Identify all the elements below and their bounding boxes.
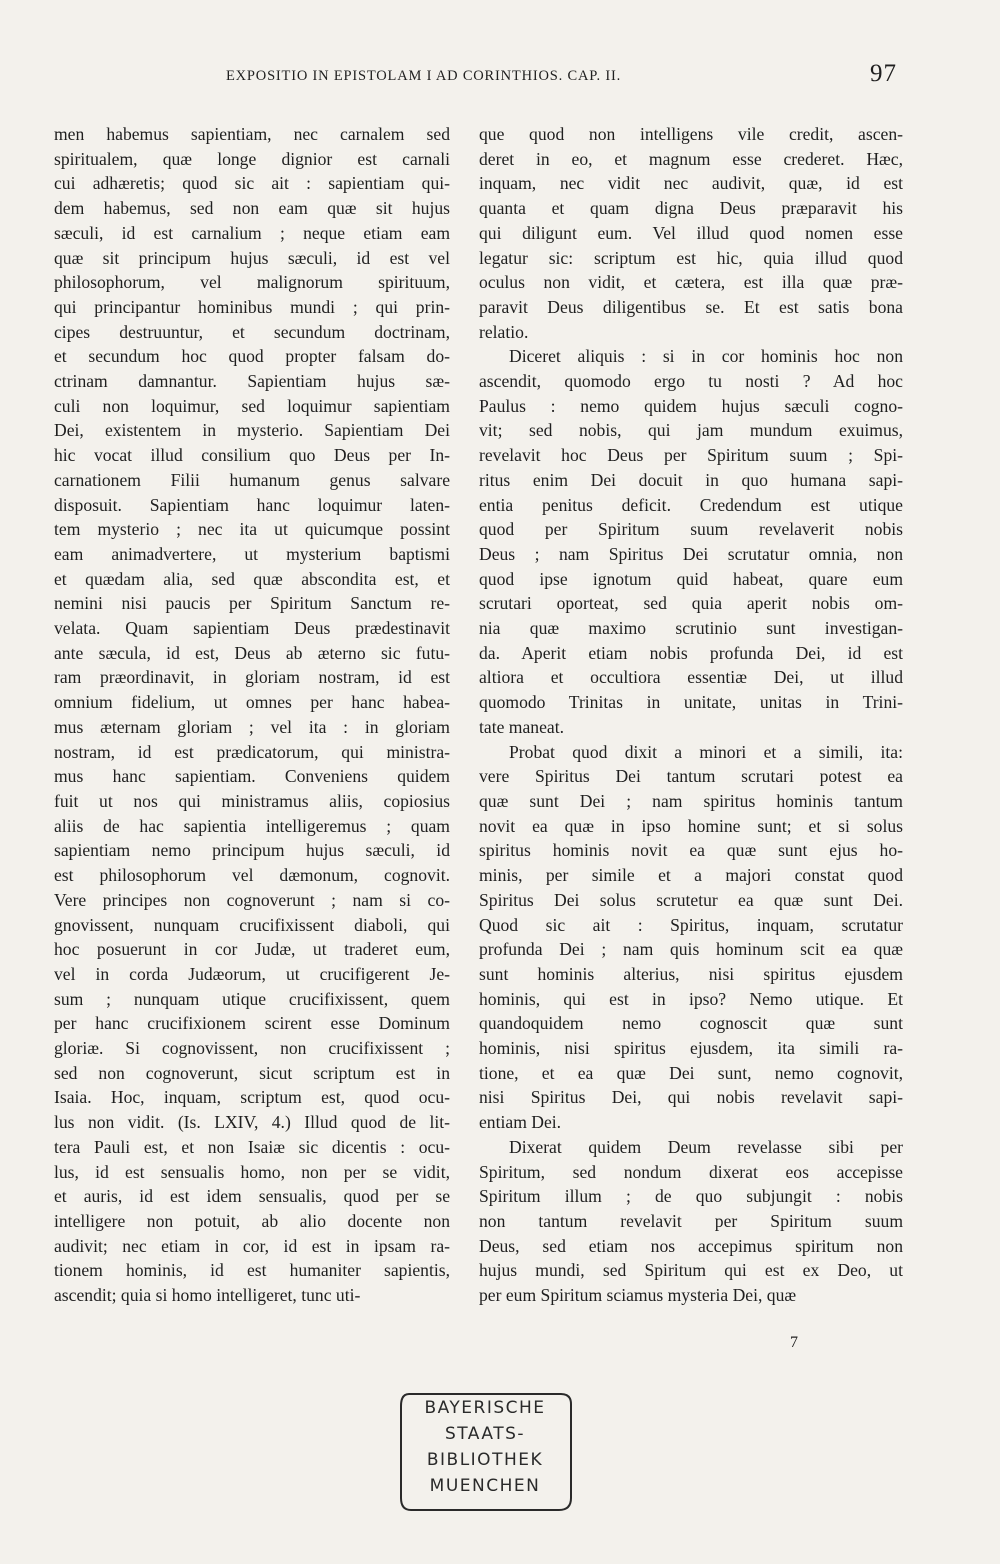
- text-line: gnovissent, nunquam crucifixissent diaboli, qui: [54, 914, 450, 935]
- text-line: fuit ut nos qui ministramus aliis, copiosius: [54, 790, 450, 811]
- text-line: vere Spiritus Dei tantum scrutari potest ea: [479, 766, 903, 787]
- text-line: novit ea quæ in ipso homine sunt; et si solus: [479, 815, 903, 836]
- text-line: minis, per simile et a majori constat quod: [479, 865, 903, 886]
- text-line: est philosophorum vel dæmonum, cognovit.: [54, 865, 450, 886]
- text-line: tera Pauli est, et non Isaiæ sic dicentis : ocu-: [54, 1136, 450, 1157]
- text-line: et secundum hoc quod propter falsam do-: [54, 346, 450, 367]
- text-line: qui principantur hominibus mundi ; qui prin-: [54, 296, 450, 317]
- text-line: per eum Spiritum sciamus mysteria Dei, quæ: [479, 1285, 797, 1306]
- text-line: hoc posuerunt in cor Judæ, ut traderet eum,: [54, 939, 450, 960]
- text-line: scrutari oporteat, sed quia aperit nobis om-: [479, 593, 903, 614]
- text-line: qui diligunt eum. Vel illud quod nomen esse: [479, 222, 903, 243]
- text-line: inquam, nec vidit nec audivit, quæ, id est: [479, 173, 903, 194]
- text-line: que quod non intelligens vile credit, ascen-: [479, 124, 903, 144]
- left-text-column: [54, 122, 450, 1308]
- text-line: ram præordinavit, in gloriam nostram, id est: [54, 667, 450, 688]
- text-line: entia penitus deficit. Credendum est utique: [479, 494, 903, 515]
- stamp-line: BAYERISCHE: [424, 1398, 546, 1418]
- text-line: ascendit; quia si homo intelligeret, tunc uti-: [54, 1285, 361, 1306]
- text-line: hominis, qui est in ipso? Nemo utique. Et: [479, 988, 903, 1009]
- text-line: mus hanc sapientiam. Conveniens quidem: [54, 766, 450, 787]
- text-line: tione, et ea quæ Dei sunt, nemo cognovit,: [479, 1062, 903, 1083]
- text-line: disposuit. Sapientiam hanc loquimur laten-: [54, 494, 450, 515]
- text-line: nostram, id est prædicatorum, qui ministra-: [54, 741, 450, 762]
- text-line: Quod sic ait : Spiritus, inquam, scrutatur: [479, 914, 903, 935]
- text-line: oculus non vidit, et cætera, est illa quæ præ-: [479, 272, 903, 293]
- text-line: Probat quod dixit a minori et a simili, ita:: [509, 741, 903, 762]
- text-line: Vere principes non cognoverunt ; nam si co-: [54, 889, 450, 910]
- text-line: non tantum revelavit per Spiritum suum: [479, 1210, 903, 1231]
- text-line: eam animadvertere, ut mysterium baptismi: [54, 543, 450, 564]
- text-line: carnationem Filii humanum genus salvare: [54, 469, 450, 490]
- stamp-line: BIBLIOTHEK: [426, 1450, 544, 1470]
- text-line: sapientiam nemo principum hujus sæculi, id: [54, 840, 450, 861]
- text-line: tem mysterio ; nec ita ut quicumque possint: [54, 519, 450, 540]
- text-line: nia quæ maximo scrutinio sunt investigan-: [479, 618, 903, 639]
- stamp-line: MUENCHEN: [429, 1476, 541, 1496]
- text-line: gloriæ. Si cognovissent, non crucifixissent ;: [54, 1038, 450, 1059]
- right-text-column: [479, 122, 903, 1308]
- text-line: Paulus : nemo quidem hujus sæculi cogno-: [479, 395, 903, 416]
- text-line: Spiritum illum ; de quo subjungit : nobis: [479, 1186, 903, 1207]
- text-line: intelligere non potuit, ab alio docente non: [54, 1210, 450, 1231]
- text-line: hominis, nisi spiritus ejusdem, ita simili ra-: [479, 1038, 903, 1059]
- text-line: sæculi, id est carnalium ; neque etiam eam: [54, 222, 450, 243]
- text-line: Isaia. Hoc, inquam, scriptum est, quod ocu-: [54, 1087, 450, 1108]
- text-line: altiora et occultiora essentiæ Dei, ut illud: [479, 667, 903, 688]
- text-line: mus æternam gloriam ; vel ita : in gloriam: [54, 716, 450, 737]
- text-line: da. Aperit etiam nobis profunda Dei, id est: [479, 642, 903, 663]
- page-number: 97: [870, 60, 897, 87]
- text-line: dem habemus, sed non eam quæ sit hujus: [54, 198, 450, 219]
- stamp-line: STAATS-: [444, 1424, 526, 1444]
- text-line: spiritus hominis novit ea quæ sunt ejus ho-: [479, 840, 903, 861]
- text-line: et quædam alia, sed quæ abscondita est, et: [54, 568, 450, 589]
- text-line: tionem hominis, id est humaniter sapientis,: [54, 1260, 450, 1281]
- text-line: deret in eo, et magnum esse crederet. Hæc,: [479, 148, 903, 169]
- running-title: EXPOSITIO IN EPISTOLAM I AD CORINTHIOS. CAP. II.: [226, 68, 622, 84]
- text-line: paravit Deus diligentibus se. Et est satis bona: [479, 296, 903, 317]
- text-line: sunt hominis alterius, nisi spiritus ejusdem: [479, 963, 903, 984]
- text-line: hic vocat illud consilium quo Deus per In-: [54, 445, 450, 466]
- text-line: quanta et quam digna Deus præparavit his: [479, 198, 903, 219]
- library-stamp: [395, 1388, 575, 1516]
- text-line: Dei, existentem in mysterio. Sapientiam Dei: [54, 420, 450, 441]
- text-line: quæ sit principum hujus sæculi, id est vel: [54, 247, 450, 268]
- text-line: Dixerat quidem Deum revelasse sibi per: [509, 1136, 903, 1157]
- text-line: lus, id est sensualis homo, non per se vidit,: [54, 1161, 450, 1182]
- text-line: cui adhæretis; quod sic ait : sapientiam qui-: [54, 173, 450, 194]
- text-line: nisi Spiritus Dei, qui nobis revelavit sapi-: [479, 1087, 903, 1108]
- text-line: Diceret aliquis : si in cor hominis hoc non: [509, 346, 903, 367]
- text-line: relatio.: [479, 321, 529, 342]
- text-line: tate maneat.: [479, 716, 564, 737]
- text-line: quæ sunt Dei ; nam spiritus hominis tantum: [479, 790, 903, 811]
- text-line: lus non vidit. (Is. LXIV, 4.) Illud quod de lit-: [54, 1112, 450, 1133]
- text-line: profunda Dei ; nam quis hominum scit ea quæ: [479, 939, 903, 960]
- text-line: philosophorum, vel malignorum spirituum,: [54, 272, 450, 293]
- text-line: sum ; nunquam utique crucifixissent, quem: [54, 988, 450, 1009]
- text-line: nemini nisi paucis per Spiritum Sanctum re-: [54, 593, 450, 614]
- text-line: ante sæcula, id est, Deus ab æterno sic futu-: [54, 642, 450, 663]
- text-line: revelavit hoc Deus per Spiritum suum ; Spi-: [479, 445, 903, 466]
- text-line: et auris, id est idem sensualis, quod per se: [54, 1186, 450, 1207]
- text-line: quomodo Trinitas in unitate, unitas in Trini-: [479, 692, 903, 713]
- text-line: omnium fidelium, ut omnes per hanc habea-: [54, 692, 450, 713]
- text-line: vit; sed nobis, qui jam mundum exuimus,: [479, 420, 903, 441]
- text-line: Spiritum, sed nondum dixerat eos accepisse: [479, 1161, 903, 1182]
- text-line: hujus mundi, sed Spiritum qui est ex Deo, ut: [479, 1260, 903, 1281]
- text-line: Deus ; nam Spiritus Dei scrutatur omnia, non: [479, 543, 903, 564]
- text-line: ascendit, quomodo ergo tu nosti ? Ad hoc: [479, 371, 903, 392]
- text-line: cipes destruuntur, et secundum doctrinam,: [54, 321, 450, 342]
- text-line: ritus enim Dei docuit in quo humana sapi-: [479, 469, 903, 490]
- text-line: vel in corda Judæorum, ut crucifigerent Je-: [54, 963, 450, 984]
- text-line: audivit; nec etiam in cor, id est in ipsam ra-: [54, 1235, 450, 1256]
- text-line: per hanc crucifixionem scirent esse Dominum: [54, 1013, 450, 1034]
- text-line: legatur sic: scriptum est hic, quia illud quod: [479, 247, 903, 268]
- text-line: sed non cognoverunt, sicut scriptum est in: [54, 1062, 450, 1083]
- text-line: quod ipse ignotum quid habeat, quare eum: [479, 568, 903, 589]
- text-line: ctrinam damnantur. Sapientiam hujus sæ-: [54, 371, 450, 392]
- signature-mark: 7: [790, 1334, 798, 1351]
- text-line: velata. Quam sapientiam Deus prædestinavit: [54, 618, 450, 639]
- text-line: Deus, sed etiam nos accepimus spiritum non: [479, 1235, 903, 1256]
- running-header: [0, 60, 1000, 90]
- text-line: culi non loquimur, sed loquimur sapientiam: [54, 395, 450, 416]
- text-line: entiam Dei.: [479, 1112, 562, 1133]
- text-line: men habemus sapientiam, nec carnalem sed: [54, 124, 450, 144]
- text-line: Spiritus Dei solus scrutetur ea quæ sunt Dei.: [479, 889, 903, 910]
- text-line: aliis de hac sapientia intelligeremus ; quam: [54, 815, 450, 836]
- text-line: quandoquidem nemo cognoscit quæ sunt: [479, 1013, 903, 1034]
- text-line: quod per Spiritum suum revelaverit nobis: [479, 519, 903, 540]
- text-line: spiritualem, quæ longe dignior est carnali: [54, 148, 450, 169]
